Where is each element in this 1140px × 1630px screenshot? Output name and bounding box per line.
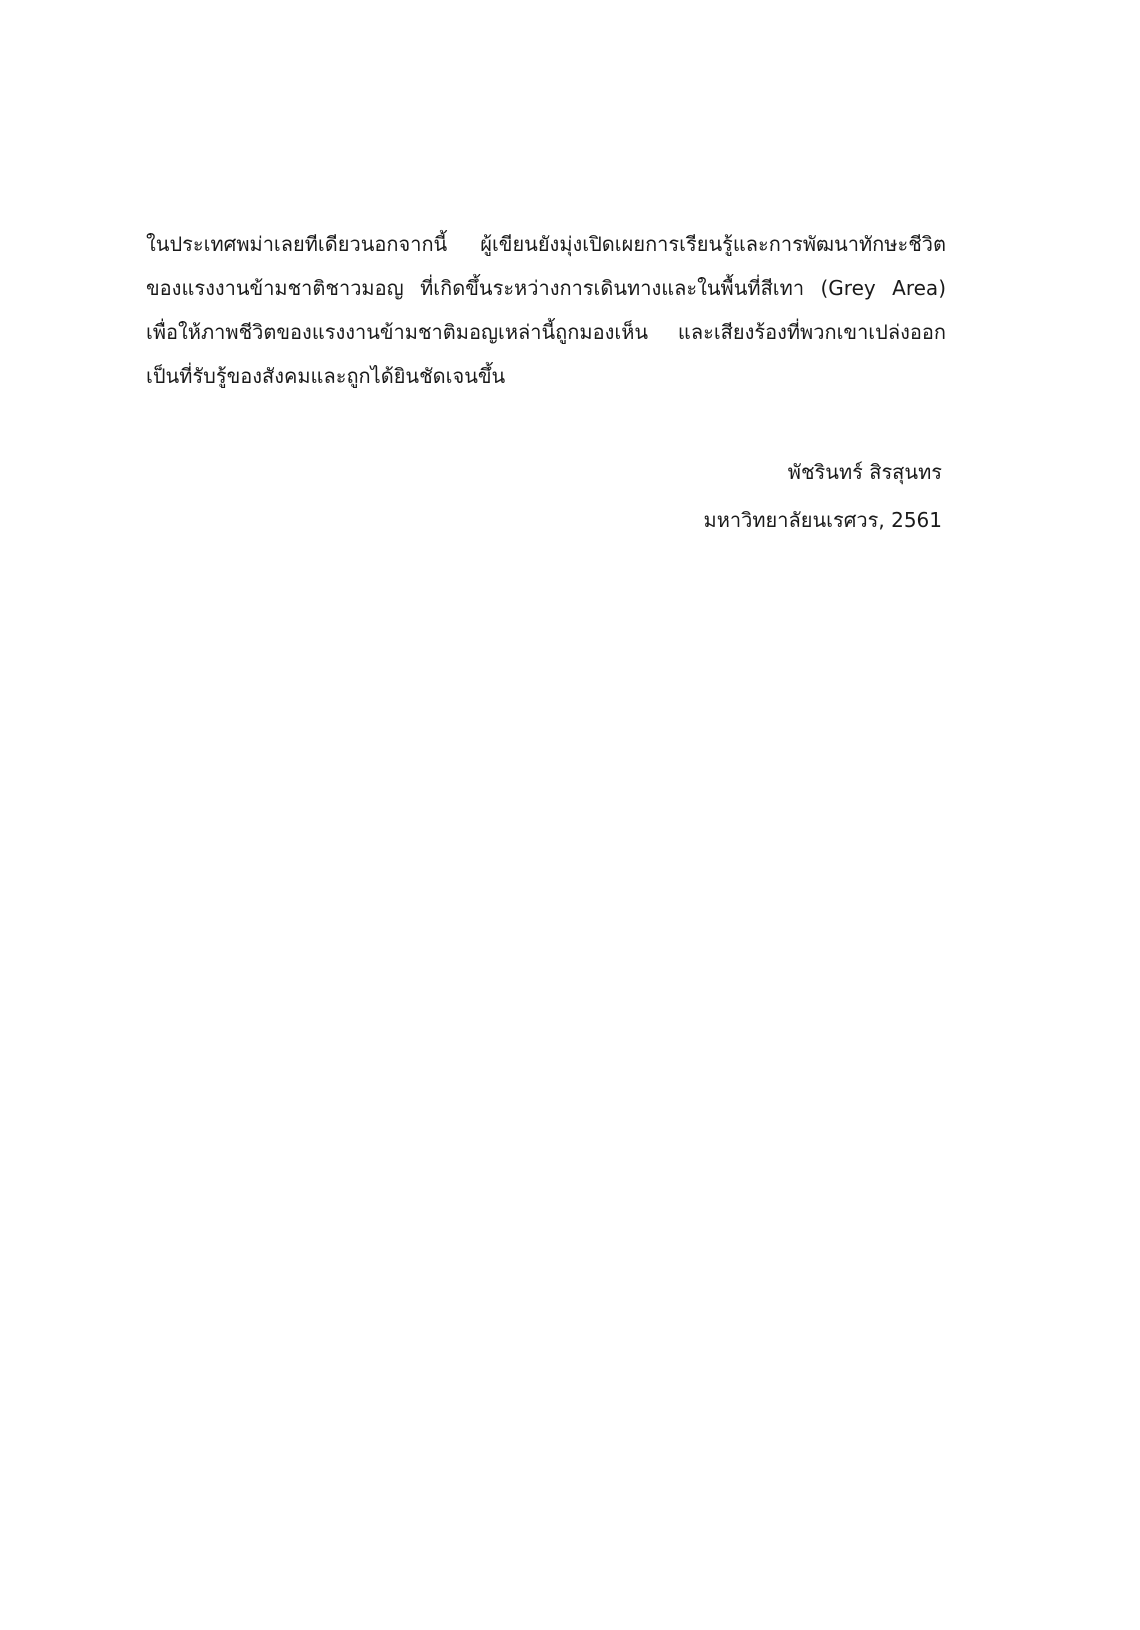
author-name: พัชรินทร์ สิรสุนทร: [787, 460, 942, 484]
paragraph-line: เพื่อให้ภาพชีวิตของแรงงานข้ามชาติมอญเหล่านี้ถูกมองเห็น และเสียงร้องที่พวกเขาเปล่งออก: [146, 320, 946, 344]
paragraph-line: ของแรงงานข้ามชาติชาวมอญ ที่เกิดขึ้นระหว่างการเดินทางและในพื้นที่สีเทา (Grey Area): [146, 276, 946, 300]
affiliation-year: มหาวิทยาลัยนเรศวร, 2561: [703, 508, 942, 532]
paragraph-line: ในประเทศพม่าเลยทีเดียวนอกจากนี้ ผู้เขียนยังมุ่งเปิดเผยการเรียนรู้และการพัฒนาทักษะชีวิต: [146, 232, 946, 256]
body-paragraph: [146, 222, 946, 398]
paragraph-line: เป็นที่รับรู้ของสังคมและถูกได้ยินชัดเจนขึ้น: [146, 364, 506, 388]
signature-block: [704, 448, 942, 544]
